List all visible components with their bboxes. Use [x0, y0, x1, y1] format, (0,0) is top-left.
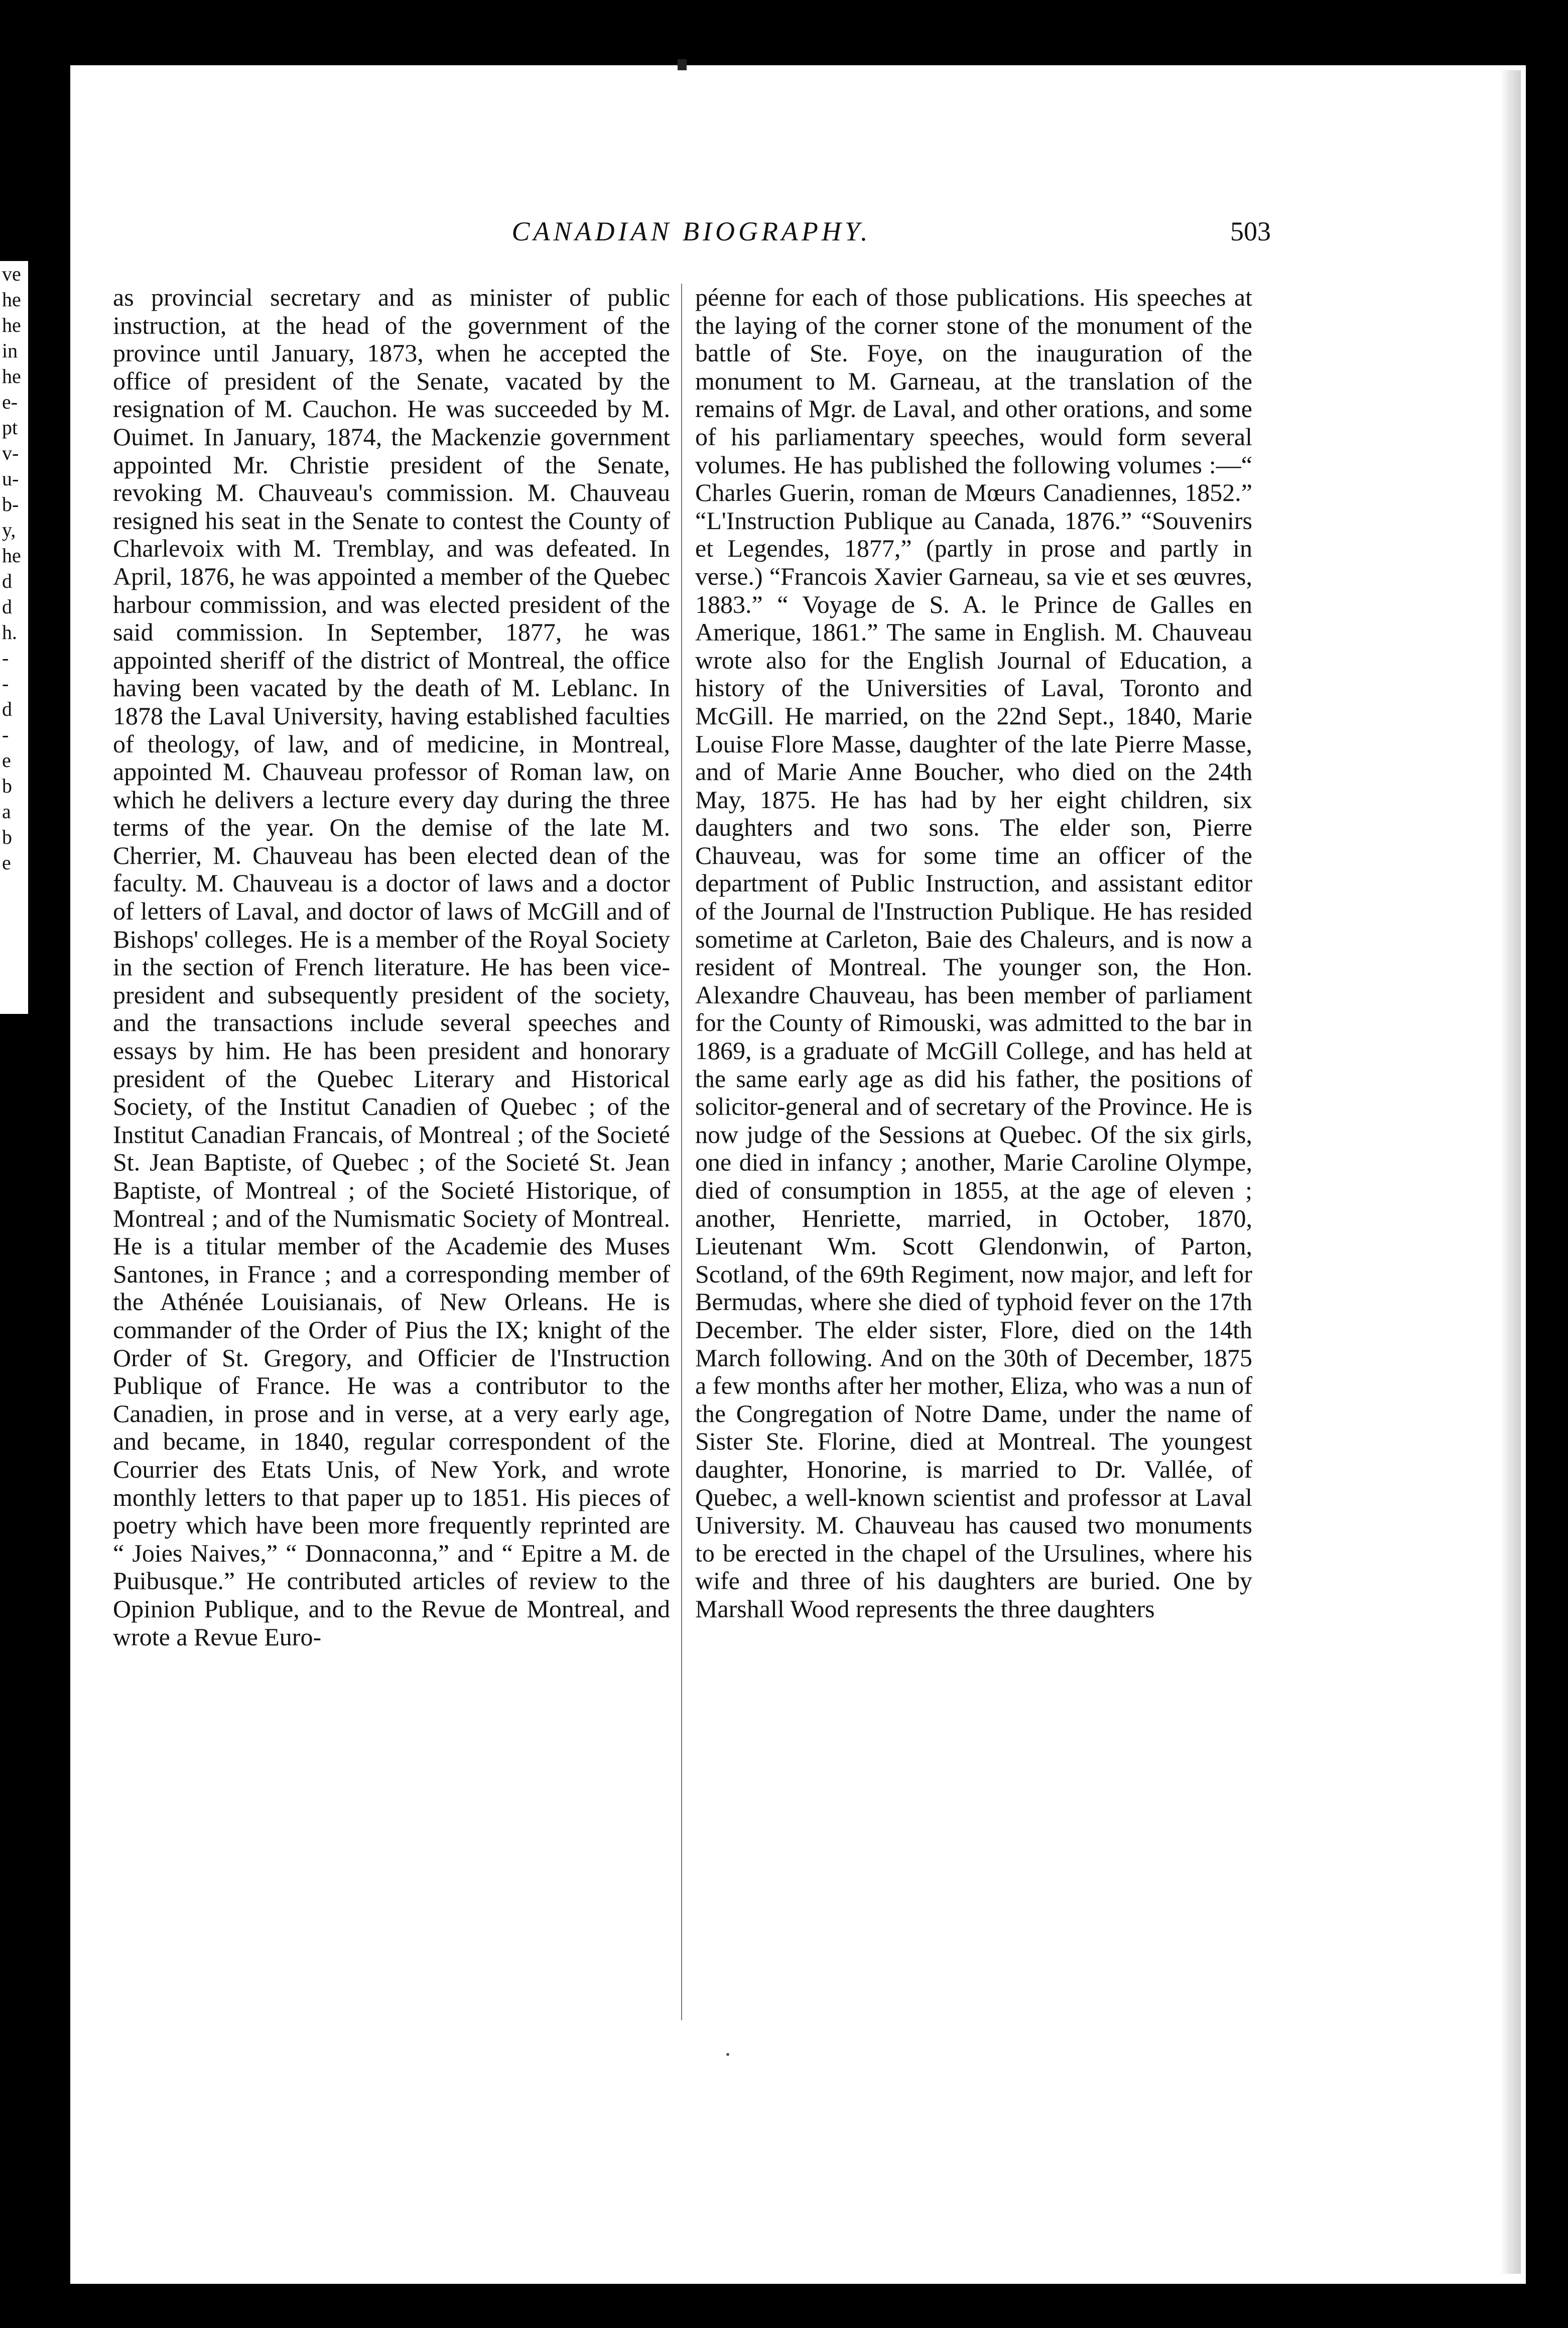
margin-fragment: b-	[2, 493, 19, 515]
margin-fragment: he	[2, 365, 21, 387]
page-number: 503	[1230, 216, 1271, 246]
column-right-text: péenne for each of those publications. His speeches at the laying of the corner stone of the monument of the battle of Ste. Foye, on the inauguration of the monument to M. Garneau, at the translation of the remains of Mgr. de Laval, and other orations, and some of his parliamentary speeches, would form several volumes. He has published the following volumes :—“ Charles Guerin, roman de Mœurs Canadiennes, 1852.” “L'Instruction Publique au Canada, 1876.” “Souvenirs et Legendes, 1877,” (partly in prose and partly in verse.) “Francois Xavier Garneau, sa vie et ses œuvres, 1883.” “ Voyage de S. A. le Prince de Galles en Amerique, 1861.” The same in English. M. Chauveau wrote also for the English Journal of Education, a history of the Universities of Laval, Toronto and McGill. He married, on the 22nd Sept., 1840, Marie Louise Flore Masse, daughter of the late Pierre Masse, and of Marie Anne Boucher, who died on the 24th May, 1875. He has had by her eight children, six daughters and two sons. The elder son, Pierre Chauveau, was for some time an officer of the department of Public Instruction, and assistant editor of the Journal de l'Instruction Publique. He has resided sometime at Carleton, Baie des Chaleurs, and is now a resident of Montreal. The younger son, the Hon. Alexandre Chauveau, has been member of parliament for the County of Rimouski, was admitted to the bar in 1869, is a graduate of McGill College, and has held at the same early age as did his father, the positions of solicitor-general and of secretary of the Province. He is now judge of the Sessions at Quebec. Of the six girls, one died in infancy ; another, Marie Caroline Olympe, died of consumption in 1855, at the age of eleven ; another, Henriette, married, in October, 1870, Lieutenant Wm. Scott Glendonwin, of Parton, Scotland, of the 69th Regiment, now major, and left for Bermudas, where she died of typhoid fever on the 17th December. The elder sister, Flore, died on the 14th March following. And on the 30th of December, 1875 a few months after her mother, Eliza, who was a nun of the Congregation of Notre Dame, under the name of Sister Ste. Florine, died at Montreal. The youngest daughter, Honorine, is married to Dr. Vallée, of Quebec, a well-known scientist and professor at Laval University. M. Chauveau has caused two monuments to be erected in the chapel of the Ursulines, where his wife and three of his daughters are buried. One by Marshall Wood represents the three daughters	[695, 284, 1252, 1623]
margin-fragment: d	[2, 595, 12, 618]
column-divider	[681, 284, 682, 2020]
margin-fragment: pt	[2, 416, 18, 439]
page-header	[113, 216, 1270, 251]
margin-fragment: u-	[2, 467, 19, 490]
page-edge-shadow	[1501, 70, 1521, 2274]
margin-fragment: b	[2, 826, 12, 848]
margin-fragment: a	[2, 800, 11, 823]
margin-fragment: d	[2, 698, 12, 720]
margin-fragment: ve	[2, 263, 21, 285]
margin-fragment: e	[2, 851, 11, 874]
footer-mark	[726, 2053, 729, 2056]
margin-fragment: -	[2, 723, 9, 746]
margin-fragment: e	[2, 749, 11, 771]
running-title: CANADIAN BIOGRAPHY.	[511, 216, 871, 246]
margin-fragment: he	[2, 544, 21, 567]
margin-fragment: y,	[2, 519, 16, 541]
margin-fragment: e-	[2, 391, 18, 413]
column-left-text: as provincial secretary and as minister of public instruction, at the head of the government of the province until January, 1873, when he accepted the office of president of the Senate, vacated by the resignation of M. Cauchon. He was succeeded by M. Ouimet. In January, 1874, the Mackenzie government appointed Mr. Christie president of the Senate, revoking M. Chauveau's commission. M. Chauveau resigned his seat in the Senate to contest the County of Charlevoix with M. Tremblay, and was defeated. In April, 1876, he was appointed a member of the Quebec harbour commission, and was elected president of the said commission. In September, 1877, he was appointed sheriff of the district of Montreal, the office having been vacated by the death of M. Leblanc. In 1878 the Laval University, having established faculties of theology, of law, and of medicine, in Montreal, appointed M. Chauveau professor of Roman law, on which he delivers a lecture every day during the three terms of the year. On the demise of the late M. Cherrier, M. Chauveau has been elected dean of the faculty. M. Chauveau is a doctor of laws and a doctor of letters of Laval, and doctor of laws of McGill and of Bishops' colleges. He is a member of the Royal Society in the section of French literature. He has been vice-president and subsequently president of the society, and the transactions include several speeches and essays by him. He has been president and honorary president of the Quebec Literary and Historical Society, of the Institut Canadien of Quebec ; of the Institut Canadian Francais, of Montreal ; of the Societé St. Jean Baptiste, of Quebec ; of the Societé St. Jean Baptiste, of Montreal ; of the Societé Historique, of Montreal ; and of the Numismatic Society of Montreal. He is a titular member of the Academie des Muses Santones, in France ; and a corresponding member of the Athénée Louisianais, of New Orleans. He is commander of the Order of Pius the IX; knight of the Order of St. Gregory, and Officier de l'Instruction Publique of France. He was a contributor to the Canadien, in prose and in verse, at a very early age, and became, in 1840, regular correspondent of the Courrier des Etats Unis, of New York, and wrote monthly letters to that paper up to 1851. His pieces of poetry which have been more frequently reprinted are “ Joies Naives,” “ Donnaconna,” and “ Epitre a M. de Puibusque.” He contributed articles of review to the Opinion Publique, and to the Revue de Montreal, and wrote a Revue Euro-	[113, 284, 670, 1651]
margin-fragment: d	[2, 570, 12, 592]
margin-fragment: b	[2, 774, 12, 797]
margin-fragment: v-	[2, 442, 19, 464]
margin-fragment: h.	[2, 621, 17, 643]
text-column-right	[695, 284, 1252, 2020]
margin-fragment: in	[2, 339, 18, 362]
scan-mark	[678, 59, 687, 70]
margin-fragment: -	[2, 646, 9, 669]
margin-fragment: -	[2, 672, 9, 695]
text-column-left	[113, 284, 670, 2020]
margin-fragment: he	[2, 314, 21, 336]
margin-fragment: he	[2, 288, 21, 311]
previous-page-margin	[0, 261, 28, 1014]
